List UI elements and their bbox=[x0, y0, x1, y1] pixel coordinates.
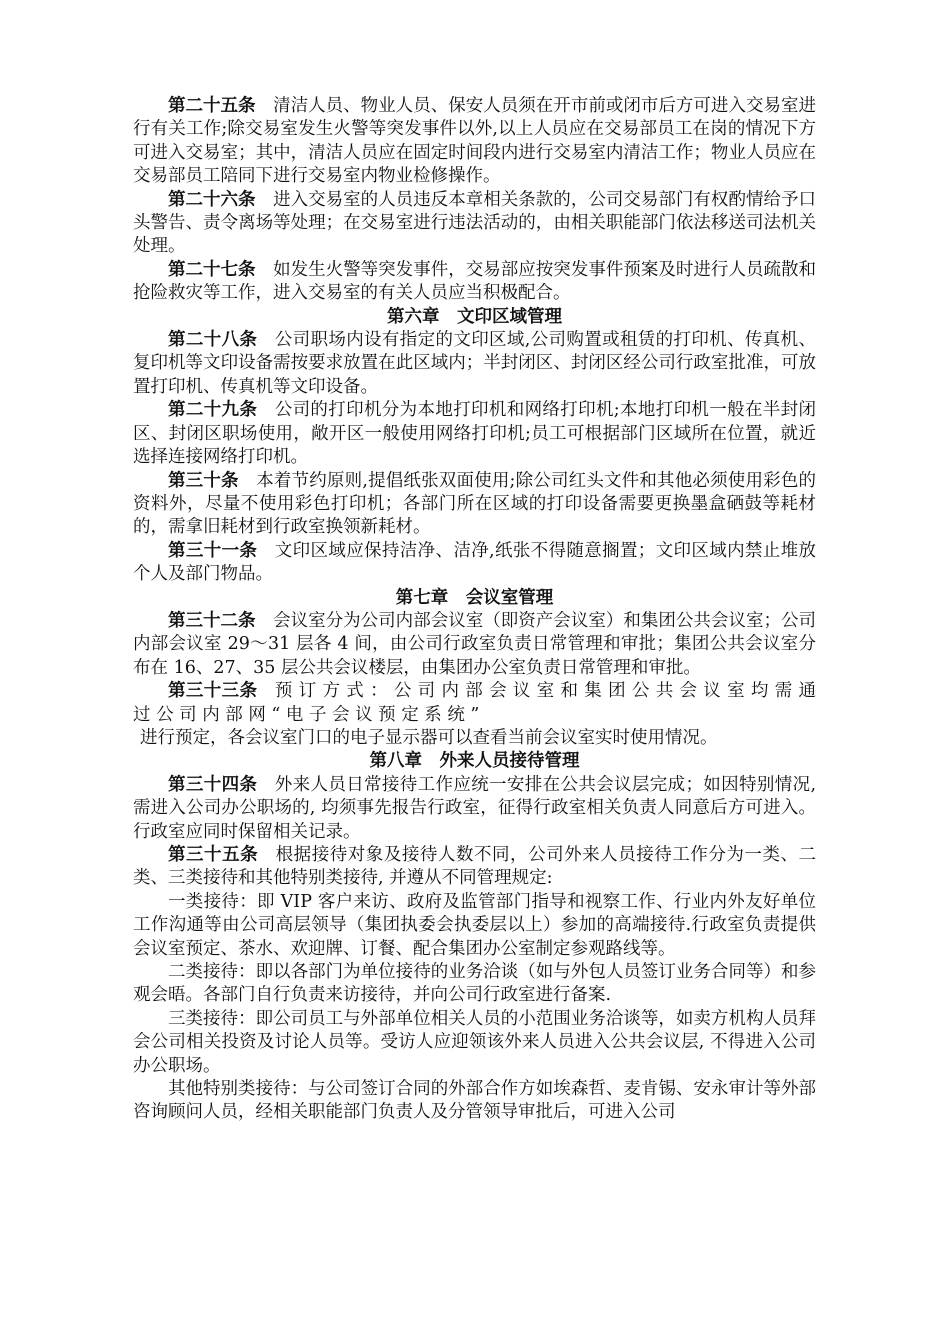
chapter-7-heading bbox=[133, 587, 816, 610]
chapter-title: 文印区域管理 bbox=[457, 306, 562, 327]
chapter-8-heading bbox=[133, 750, 816, 773]
article-30 bbox=[133, 470, 816, 540]
article-text: 外来人员日常接待工作应统一安排在公共会议层完成；如因特别情况, 需进入公司办公职场的, 均须事先报告行政室，征得行政室相关负责人同意后方可进入。行政室应同时保留相关记录。 bbox=[133, 774, 817, 842]
article-label: 第三十四条 bbox=[168, 774, 258, 795]
article-text: 清洁人员、物业人员、保安人员须在开市前或闭市后方可进入交易室进行有关工作;除交易室发生火警等突发事件以外,以上人员应在交易部员工在岗的情况下方可进入交易室；其中，清洁人员应在固定时间段内进行交易室内清洁工作；物业人员应在交易部员工陪同下进行交易室内物业检修操作。 bbox=[133, 96, 817, 187]
article-text: 如发生火警等突发事件，交易部应按突发事件预案及时进行人员疏散和抢险救灾等工作，进入交易室的有关人员应当积极配合。 bbox=[133, 259, 817, 304]
chapter-label: 第七章 bbox=[395, 587, 449, 608]
article-label: 第三十一条 bbox=[168, 540, 258, 561]
article-label: 第二十六条 bbox=[168, 189, 256, 210]
article-label: 第二十五条 bbox=[168, 96, 256, 116]
article-35 bbox=[133, 844, 816, 891]
article-label: 第二十八条 bbox=[168, 330, 258, 351]
chapter-label: 第六章 bbox=[387, 306, 440, 327]
chapter-6-heading bbox=[133, 306, 816, 329]
reception-type-1: 一类接待：即 VIP 客户来访、政府及监管部门指导和视察工作、行业内外友好单位工作沟通等由公司高层领导（集团执委会执委层以上）参加的高端接待.行政室负责提供会议室预定、茶水、欢迎牌、订餐、配合集团办公室制定参观路线等。 bbox=[133, 891, 816, 959]
article-33-continuation: 进行预定，各会议室门口的电子显示器可以查看当前会议室实时使用情况。 bbox=[140, 727, 718, 748]
article-label: 第二十九条 bbox=[168, 400, 258, 421]
article-label: 第三十三条 bbox=[168, 681, 258, 702]
article-28 bbox=[133, 329, 816, 399]
reception-special: 其他特别类接待：与公司签订合同的外部合作方如埃森哲、麦肯锡、安永审计等外部咨询顾问人员，经相关职能部门负责人及分管领导审批后，可进入公司 bbox=[133, 1079, 816, 1123]
chapter-title: 会议室管理 bbox=[465, 587, 554, 608]
article-29 bbox=[133, 399, 816, 469]
article-text: 会议室分为公司内部会议室（即资产会议室）和集团公共会议室；公司内部会议室 29～31 层各 4 间，由公司行政室负责日常管理和审批；集团公共会议室分布在 16、27、35 层公共会议楼层，由集团办公室负责日常管理和审批。 bbox=[133, 610, 817, 678]
article-text: 公司的打印机分为本地打印机和网络打印机;本地打印机一般在半封闭区、封闭区职场使用，敞开区一般使用网络打印机;员工可根据部门区域所在位置，就近选择连接网络打印机。 bbox=[133, 400, 816, 468]
article-text: 预 订 方 式 ： 公 司 内 部 会 议 室 和 集 团 公 共 会 议 室 均 需 通 过 公 司 内 部 网 “ 电 子 会 议 预 定 系 统 ” bbox=[133, 681, 816, 725]
article-text: 文印区域应保持洁净、洁净,纸张不得随意搁置；文印区域内禁止堆放个人及部门物品。 bbox=[133, 540, 817, 585]
article-label: 第二十七条 bbox=[168, 259, 256, 280]
article-text: 本着节约原则,提倡纸张双面使用;除公司红头文件和其他必须使用彩色的资料外，尽量不使用彩色打印机；各部门所在区域的打印设备需要更换墨盒硒鼓等耗材的，需拿旧耗材到行政室换领新耗材。 bbox=[133, 470, 816, 538]
chapter-title: 外来人员接待管理 bbox=[439, 751, 580, 772]
article-33 bbox=[133, 680, 816, 727]
article-text: 根据接待对象及接待人数不同，公司外来人员接待工作分为一类、二类、三类接待和其他特别类接待, 并遵从不同管理规定: bbox=[133, 845, 817, 889]
article-34 bbox=[133, 774, 816, 844]
article-25 bbox=[133, 95, 816, 189]
article-26 bbox=[133, 189, 816, 259]
document-page bbox=[133, 95, 816, 1125]
reception-type-2: 二类接待：即以各部门为单位接待的业务洽谈（如与外包人员签订业务合同等）和参观会晤。各部门自行负责来访接待，并向公司行政室进行备案. bbox=[133, 962, 816, 1006]
article-label: 第三十五条 bbox=[168, 845, 259, 865]
reception-type-3: 三类接待：即公司员工与外部单位相关人员的小范围业务洽谈等，如卖方机构人员拜会公司相关投资及讨论人员等。受访人应迎领该外来人员进入公共会议层, 不得进入公司办公职场。 bbox=[133, 1008, 816, 1076]
article-32 bbox=[133, 610, 816, 680]
article-label: 第三十二条 bbox=[168, 610, 256, 631]
article-text: 进入交易室的人员违反本章相关条款的，公司交易部门有权酌情给予口头警告、责令离场等处理；在交易室进行违法活动的，由相关职能部门依法移送司法机关处理。 bbox=[133, 189, 817, 257]
article-27 bbox=[133, 259, 816, 306]
chapter-label: 第八章 bbox=[369, 751, 422, 772]
article-text: 公司职场内设有指定的文印区域,公司购置或租赁的打印机、传真机、复印机等文印设备需按要求放置在此区域内；半封闭区、封闭区经公司行政室批准，可放置打印机、传真机等文印设备。 bbox=[133, 330, 817, 397]
article-label: 第三十条 bbox=[168, 470, 239, 491]
article-31 bbox=[133, 540, 816, 587]
